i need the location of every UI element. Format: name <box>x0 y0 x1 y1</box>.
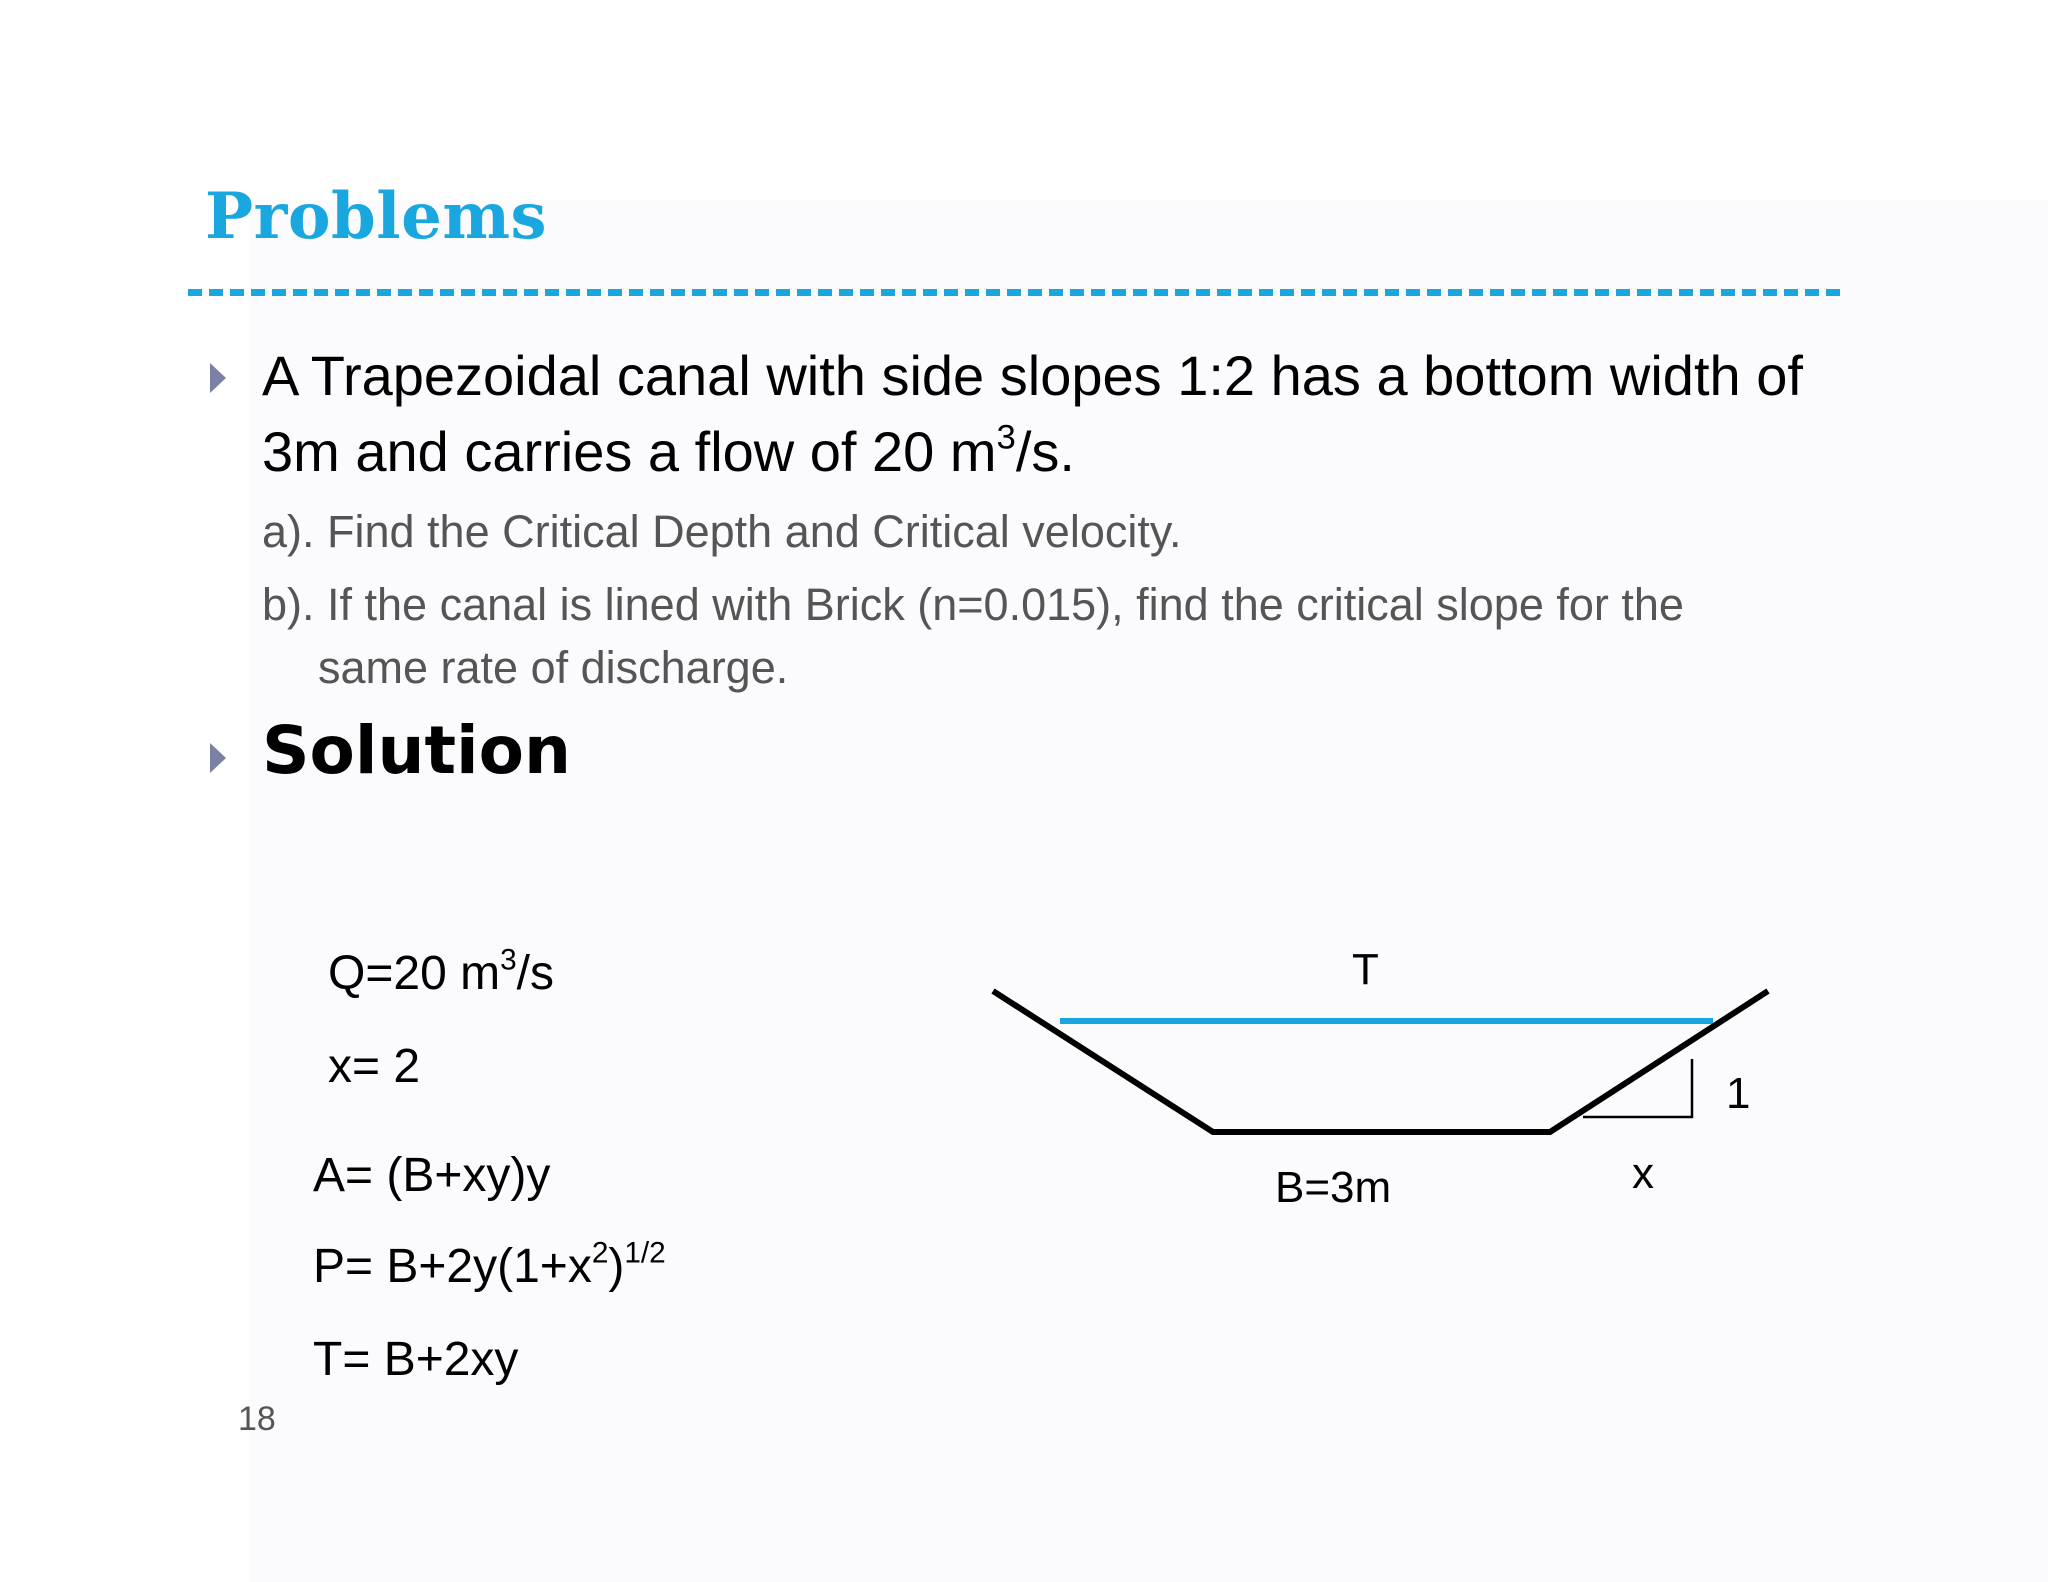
formula-perimeter-root: 1/2 <box>624 1236 666 1270</box>
slope-horizontal-label: x <box>1632 1149 1654 1198</box>
solution-heading: Solution <box>262 712 571 789</box>
formula-perimeter-exponent: 2 <box>591 1236 609 1270</box>
formula-discharge-unit: /s <box>516 947 554 1000</box>
formula-perimeter-text: P= B+2y(1+x <box>313 1240 592 1293</box>
bottom-width-label: B=3m <box>1275 1163 1392 1212</box>
problem-statement-text: A Trapezoidal canal with side slopes 1:2 has a bottom width of 3m and carries a flow of 20 m <box>262 344 1803 483</box>
slope-vertical-label: 1 <box>1726 1069 1751 1118</box>
problem-statement-unit: /s. <box>1015 420 1075 483</box>
slide-title: Problems <box>205 179 548 254</box>
part-b-line2: same rate of discharge. <box>318 642 789 693</box>
slope-triangle <box>1583 1059 1692 1117</box>
top-width-label: T <box>1352 945 1379 994</box>
part-b-line1: b). If the canal is lined with Brick (n=0.015), find the critical slope for the <box>262 579 1684 630</box>
formula-top-width: T= B+2xy <box>313 1333 519 1386</box>
formula-discharge-superscript: 3 <box>500 943 517 977</box>
problem-statement-superscript: 3 <box>996 418 1016 457</box>
formula-area: A= (B+xy)y <box>313 1149 551 1202</box>
formula-discharge-text: Q=20 m <box>328 947 501 1000</box>
formula-side-slope: x= 2 <box>328 1040 421 1093</box>
channel-banks <box>993 991 1768 1132</box>
formula-perimeter-paren: ) <box>608 1240 625 1293</box>
page-number: 18 <box>238 1400 276 1438</box>
part-a: a). Find the Critical Depth and Critical velocity. <box>262 506 1182 557</box>
